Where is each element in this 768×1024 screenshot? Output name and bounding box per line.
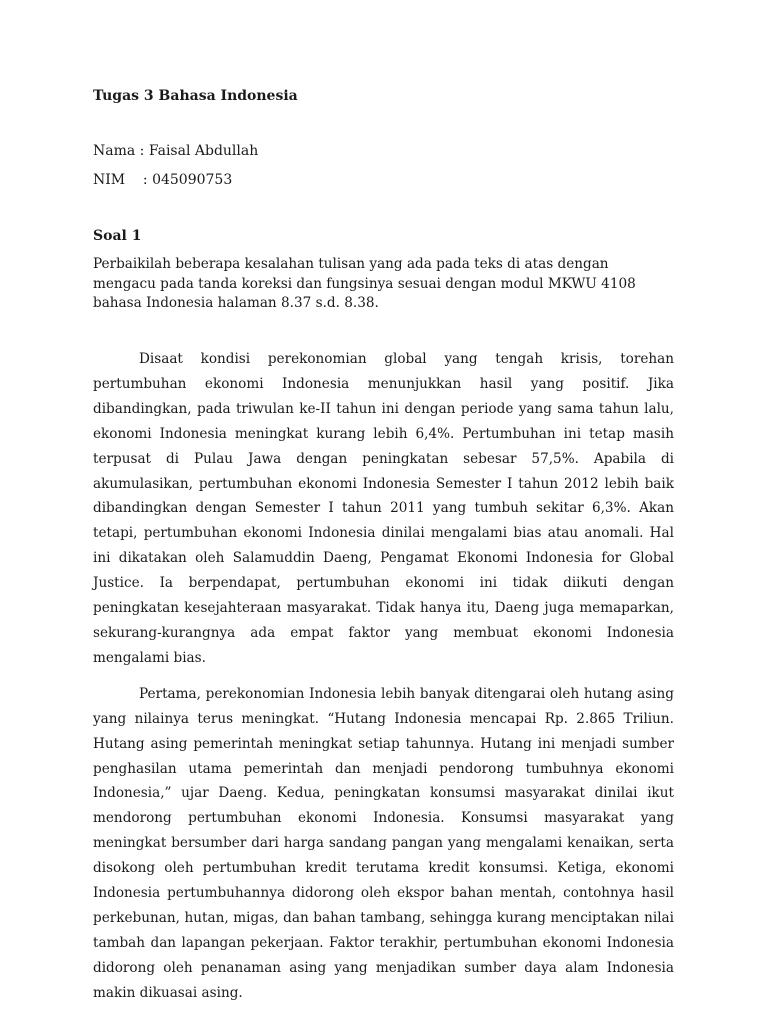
essay-body xyxy=(93,347,674,1017)
document-title: Tugas 3 Bahasa Indonesia xyxy=(93,88,298,104)
essay-paragraph-2: Pertama, perekonomian Indonesia lebih banyak ditengarai oleh hutang asing yang nilainya terus meningkat. “Hutang Indonesia mencapai Rp. 2.865 Triliun. Hutang asing pemerintah meningkat setiap tahunnya. Hutang ini menjadi sumber penghasilan utama pemerintah dan menjadi pendorong tumbuhnya ekonomi Indonesia,” ujar Daeng. Kedua, peningkatan konsumsi masyarakat dinilai ikut mendorong pertumbuhan ekonomi Indonesia. Konsumsi masyarakat yang meningkat bersumber dari harga sandang pangan yang mengalami kenaikan, serta disokong oleh pertumbuhan kredit terutama kredit konsumsi. Ketiga, ekonomi Indonesia pertumbuhannya didorong oleh ekspor bahan mentah, contohnya hasil perkebunan, hutan, migas, dan bahan tambang, sehingga kurang menciptakan nilai tambah dan lapangan pekerjaan. Faktor terakhir, pertumbuhan ekonomi Indonesia didorong oleh penanaman asing yang menjadikan sumber daya alam Indonesia makin dikuasai asing. xyxy=(93,685,674,1001)
essay-paragraph-1: Disaat kondisi perekonomian global yang tengah krisis, torehan pertumbuhan ekonomi Indonesia menunjukkan hasil yang positif. Jika dibandingkan, pada triwulan ke-II tahun ini dengan periode yang sama tahun lalu, ekonomi Indonesia meningkat kurang lebih 6,4%. Pertumbuhan ini tetap masih terpusat di Pulau Jawa dengan peningkatan sebesar 57,5%. Apabila di akumulasikan, pertumbuhan ekonomi Indonesia Semester I tahun 2012 lebih baik dibandingkan dengan Semester I tahun 2011 yang tumbuh sekitar 6,3%. Akan tetapi, pertumbuhan ekonomi Indonesia dinilai mengalami bias atau anomali. Hal ini dikatakan oleh Salamuddin Daeng, Pengamat Ekonomi Indonesia for Global Justice. Ia berpendapat, pertumbuhan ekonomi ini tidak diikuti dengan peningkatan kesejahteraan masyarakat. Tidak hanya itu, Daeng juga memaparkan, sekurang-kurangnya ada empat faktor yang membuat ekonomi Indonesia mengalami bias. xyxy=(93,351,674,666)
student-name: Nama : Faisal Abdullah xyxy=(93,143,259,159)
instruction-text: Perbaikilah beberapa kesalahan tulisan yang ada pada teks di atas dengan mengacu pada tanda koreksi dan fungsinya sesuai dengan modul MKWU 4108 bahasa Indonesia halaman 8.37 s.d. 8.38. xyxy=(93,256,636,311)
student-nim: NIM : 045090753 xyxy=(93,172,233,188)
section-title: Soal 1 xyxy=(93,228,142,244)
